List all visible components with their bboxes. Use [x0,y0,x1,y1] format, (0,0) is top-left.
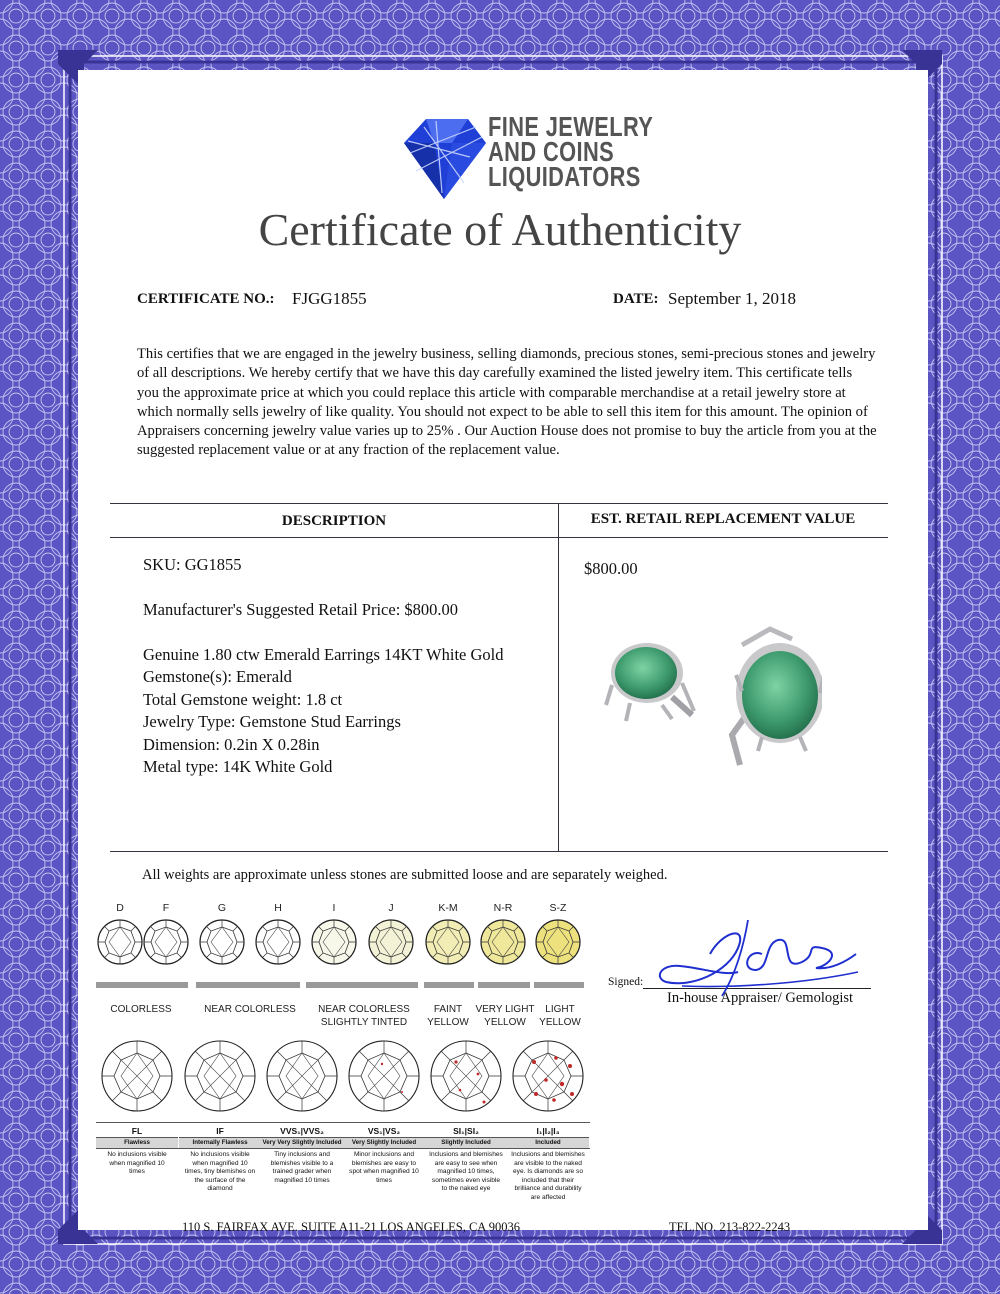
clarity-diamond-icon [510,1038,586,1114]
clarity-description-line: eye. Is diamonds are so [512,1168,583,1176]
clarity-grade-code: IF [216,1126,224,1136]
detail-line: Metal type: 14K White Gold [143,757,333,776]
clarity-description-line: blemishes visible to a [270,1159,334,1167]
brand-line-1: FINE JEWELRY [488,111,654,142]
clarity-description-line: magnified 10 times, [437,1168,495,1176]
clarity-grade-description [507,1151,589,1203]
clarity-description-line: when magnified 10 [192,1159,248,1167]
color-range-bar [424,982,474,988]
brand-name [488,111,654,192]
certificate-title: Certificate of Authenticity [258,204,742,255]
brand-line-3: LIQUIDATORS [488,161,641,192]
clarity-grade-description [179,1151,261,1194]
color-category-line: NEAR COLORLESS [318,1004,410,1015]
clarity-description-line: No inclusions visible [190,1151,250,1158]
color-grade-diamond-icon [424,918,472,966]
color-category-line: SLIGHTLY TINTED [320,1017,408,1028]
color-range-bar [306,982,418,988]
detail-line: Total Gemstone weight: 1.8 ct [143,690,343,709]
clarity-grade-name: Flawless [124,1139,150,1146]
color-grade-letter: N-R [493,902,513,914]
color-category-line: VERY LIGHT [475,1004,535,1015]
color-category-label [91,1003,191,1016]
clarity-description-line: to the naked eye [441,1185,491,1193]
detail-line: Jewelry Type: Gemstone Stud Earrings [143,712,401,731]
table-column-divider [558,503,559,851]
color-grade-diamond-icon [479,918,527,966]
clarity-description-line: spot when magnified 10 [349,1168,419,1176]
appraiser-role: In-house Appraiser/ Gemologist [667,990,854,1006]
clarity-grade-name: Slightly Included [441,1139,491,1146]
gem-logo-icon [396,113,490,203]
color-grade-diamond-icon [254,918,302,966]
footer-phone: TEL.NO. 213-822-2243 [669,1220,791,1234]
color-grade-letter: K-M [438,902,458,914]
msrp-line: Manufacturer's Suggested Retail Price: $800.00 [143,600,459,619]
signed-label: Signed: [608,976,644,988]
color-range-bar [534,982,584,988]
footer-address: 110 S. FAIRFAX AVE. SUITE A11-21 LOS ANGELES, CA 90036 [182,1220,520,1234]
color-grade-letter: G [217,902,227,914]
detail-line: Genuine 1.80 ctw Emerald Earrings 14KT White Gold [143,645,504,664]
color-grade-letter: D [116,902,124,914]
color-category-line: FAINT [433,1004,463,1015]
clarity-description-line: sometimes even visible [431,1176,501,1184]
color-category-line: LIGHT [545,1004,575,1015]
clarity-grade-code: VS₁|VS₂ [367,1126,401,1136]
color-grade-letter: H [274,902,282,914]
clarity-grade-description [425,1151,507,1194]
clarity-description-line: the surface of the [194,1176,246,1184]
color-grade-diamond-icon [198,918,246,966]
clarity-description-line: magnified 10 times [274,1176,330,1184]
color-grade-diamond-icon [367,918,415,966]
clarity-diamond-icon [264,1038,340,1114]
color-range-bar [96,982,188,988]
clarity-diamond-icon [346,1038,422,1114]
certificate-no-value: FJGG1855 [292,289,367,308]
clarity-grade-description [343,1151,425,1185]
detail-line: Gemstone(s): Emerald [143,667,292,686]
color-grade-diamond-icon [310,918,358,966]
table-header-rule [110,537,888,538]
clarity-description-line: trained grader when [272,1168,332,1176]
clarity-description-line: are easy to see when [434,1159,498,1167]
sku-line: SKU: GG1855 [143,555,242,574]
clarity-grade-code: FL [131,1126,143,1136]
clarity-description-line: included that their [521,1176,575,1184]
clarity-diamond-icon [99,1038,175,1114]
weights-note: All weights are approximate unless stones are submitted loose and are separately weighed. [142,867,668,883]
color-range-bar [196,982,300,988]
date-value: September 1, 2018 [668,289,796,308]
clarity-description-line: blemishes are easy to [351,1159,417,1167]
emerald-earrings-image [602,615,822,790]
clarity-description-line: times [129,1168,145,1176]
clarity-description-line: diamond [207,1185,233,1193]
color-category-line: YELLOW [484,1017,526,1028]
clarity-legend-rule [96,1148,590,1149]
clarity-description-line: times [376,1176,392,1184]
clarity-grade-name: Very Very Slightly Included [262,1139,342,1146]
color-grade-letter: S-Z [549,902,567,914]
clarity-grade-code: SI₁|SI₂ [453,1126,479,1136]
clarity-description-line: are affected [530,1193,566,1201]
date-label: DATE: [613,291,659,307]
brand-line-2: AND COINS [488,136,615,167]
certification-statement: This certifies that we are engaged in the jewelry business, selling diamonds, precious stones, semi-precious stones and jewelry of all descriptions. We hereby certify that we have this day carefully examined the listed jewelry item. This certificate tells you the approximate price at which you could replace this article with comparable merchandise at a retail jewelry store at which normally sells jewelry of like quality. You should not expect to be able to sell this item for this amount. The opinion of Appraisers concerning jewelry value varies up to 25% . Our Auction House does not promise to buy the article from you at the suggested replacement value or at any fraction of the replacement value. [137,346,877,459]
clarity-grade-name: Included [535,1139,561,1146]
color-category-line: COLORLESS [110,1004,172,1015]
clarity-legend-rule [96,1122,590,1123]
clarity-description-line: No inclusions visible [107,1151,167,1158]
color-grade-letter: F [162,902,170,914]
color-range-bar [478,982,530,988]
color-grade-letter: J [388,902,394,914]
color-grade-diamond-icon [534,918,582,966]
clarity-description-line: Tiny inclusions and [274,1151,330,1158]
clarity-description-line: times, tiny blemishes on [184,1168,256,1176]
color-category-label [510,1003,610,1029]
clarity-grade-description [261,1151,343,1185]
clarity-grade-code: I₁|I₂|I₃ [536,1126,560,1136]
detail-line: Dimension: 0.2in X 0.28in [143,735,320,754]
color-category-line: YELLOW [427,1017,469,1028]
clarity-diamond-icon [182,1038,258,1114]
table-bottom-rule [110,851,888,852]
clarity-description-line: when magnified 10 [109,1159,165,1167]
color-category-label [200,1003,300,1016]
clarity-description-line: are visible to the naked [514,1159,582,1167]
description-header: DESCRIPTION [281,513,387,529]
table-top-rule [110,503,888,504]
clarity-diamond-icon [428,1038,504,1114]
clarity-description-line: Inclusions and blemishes [511,1151,585,1158]
clarity-grade-name: Very Slightly Included [351,1139,417,1146]
color-category-line: YELLOW [539,1017,581,1028]
clarity-description-line: Minor inclusions and [353,1151,415,1158]
clarity-description-line: Inclusions and blemishes [429,1151,503,1158]
clarity-description-line: brilliance and durability [514,1185,582,1193]
certificate-no-label: CERTIFICATE NO.: [137,291,275,307]
replacement-value: $800.00 [584,559,638,578]
color-grade-diamond-icon [142,918,190,966]
clarity-grade-code: VVS₁|VVS₂ [280,1126,324,1136]
value-header: EST. RETAIL REPLACEMENT VALUE [590,511,856,527]
color-grade-diamond-icon [96,918,144,966]
clarity-grade-description [96,1151,178,1177]
clarity-grade-name: Internally Flawless [192,1139,248,1146]
color-grade-letter: I [332,902,336,914]
color-category-line: NEAR COLORLESS [204,1004,296,1015]
